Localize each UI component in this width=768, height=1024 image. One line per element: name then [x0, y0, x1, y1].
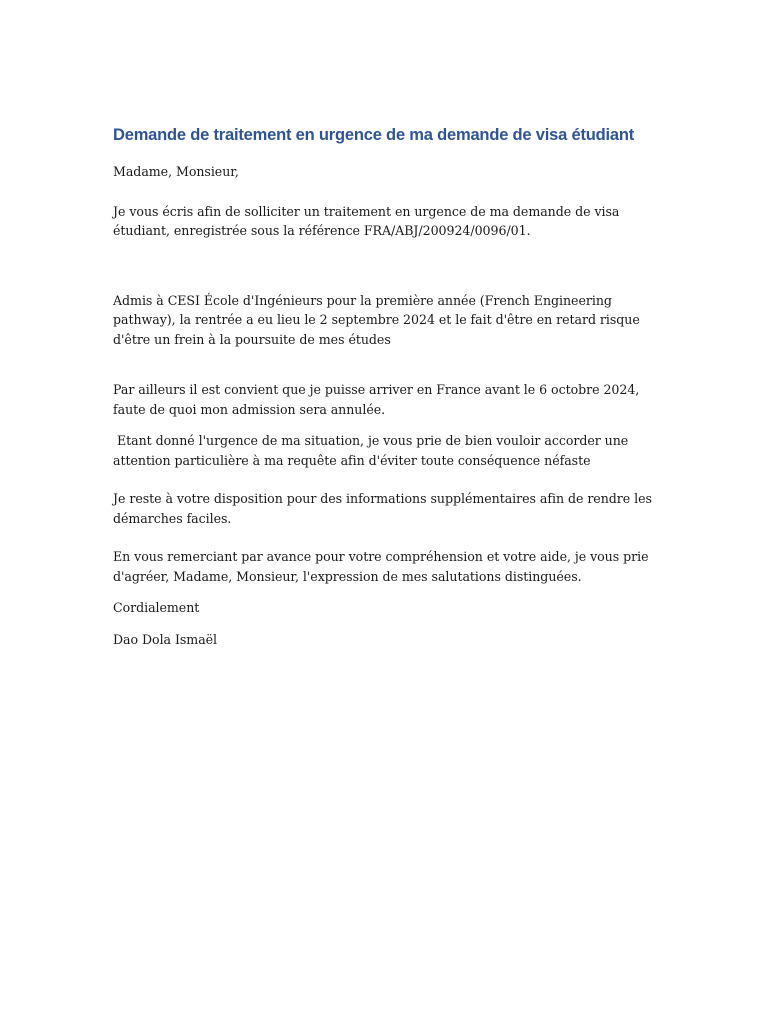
salutation: Madame, Monsieur, — [113, 164, 239, 179]
signature: Dao Dola Ismaël — [113, 631, 218, 647]
closing: Cordialement — [113, 600, 200, 615]
paragraph-deadline: Par ailleurs il est convient que je puisse arriver en France avant le 6 octobre 2024, faute de quoi mon admission sera annulée. — [113, 382, 640, 417]
paragraph-thanks: En vous remerciant par avance pour votre compréhension et votre aide, je vous prie d'agréer, Madame, Monsieur, l'expression de mes salutations distinguées. — [113, 549, 649, 584]
letter-title: Demande de traitement en urgence de ma demande de visa étudiant — [113, 126, 635, 144]
letter-body — [113, 124, 658, 649]
paragraph-admission: Admis à CESI École d'Ingénieurs pour la première année (French Engineering pathway), la rentrée a eu lieu le 2 septembre 2024 et le fait d'être en retard risque d'être un frein à la poursuite de mes études — [113, 292, 640, 347]
paragraph-availability: Je reste à votre disposition pour des informations supplémentaires afin de rendre les démarches faciles. — [113, 491, 652, 526]
paragraph-urgency: Etant donné l'urgence de ma situation, je vous prie de bien vouloir accorder une attention particulière à ma requête afin d'éviter toute conséquence néfaste — [113, 433, 633, 468]
paragraph-request: Je vous écris afin de solliciter un traitement en urgence de ma demande de visa étudiant, enregistrée sous la référence FRA/ABJ/200924/0096/01. — [113, 203, 620, 238]
